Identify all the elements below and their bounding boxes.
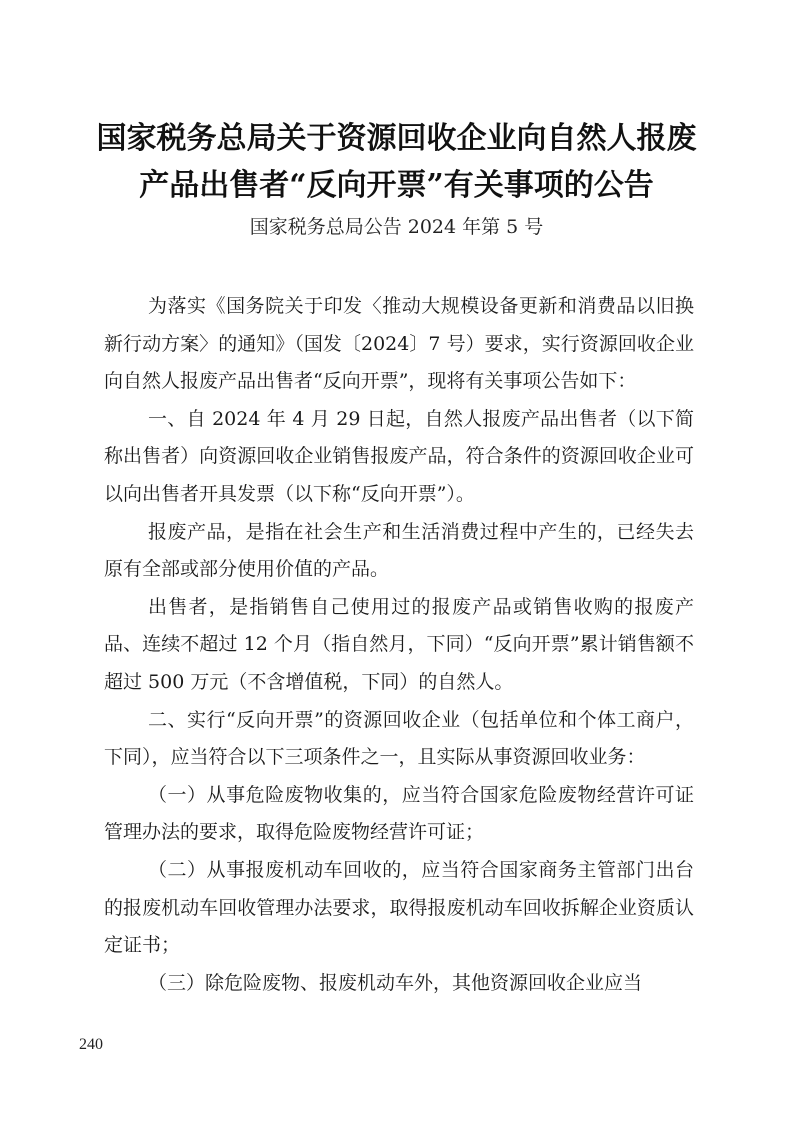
paragraph-condition-1: （一）从事危险废物收集的，应当符合国家危险废物经营许可证管理办法的要求，取得危险废物经营许可证； xyxy=(104,783,694,844)
paragraph-intro: 为落实《国务院关于印发〈推动大规模设备更新和消费品以旧换新行动方案〉的通知》（国发〔2024〕7 号）要求，实行资源回收企业向自然人报废产品出售者“反向开票”，现将有关事项公告如下： xyxy=(104,295,694,393)
announcement-number: 国家税务总局公告 2024 年第 5 号 xyxy=(249,216,544,238)
document-title-line-1: 国家税务总局关于资源回收企业向自然人报废 xyxy=(96,121,697,156)
document-body xyxy=(104,288,694,1002)
page-number: 240 xyxy=(79,1036,103,1053)
paragraph-condition-3: （三）除危险废物、报废机动车外，其他资源回收企业应当 xyxy=(148,971,643,994)
paragraph-clause-2: 二、实行“反向开票”的资源回收企业（包括单位和个体工商户，下同），应当符合以下三项条件之一，且实际从事资源回收业务： xyxy=(104,708,694,769)
document-title-line-2: 产品出售者“反向开票”有关事项的公告 xyxy=(139,168,654,203)
paragraph-clause-1: 一、自 2024 年 4 月 29 日起，自然人报废产品出售者（以下简称出售者）向资源回收企业销售报废产品，符合条件的资源回收企业可以向出售者开具发票（以下称“反向开票”）。 xyxy=(104,407,694,505)
paragraph-condition-2: （二）从事报废机动车回收的，应当符合国家商务主管部门出台的报废机动车回收管理办法要求，取得报废机动车回收拆解企业资质认定证书； xyxy=(104,858,694,957)
paragraph-seller-definition: 出售者，是指销售自己使用过的报废产品或销售收购的报废产品、连续不超过 12 个月（指自然月，下同）“反向开票”累计销售额不超过 500 万元（不含增值税，下同）的自然人。 xyxy=(104,595,694,693)
paragraph-scrap-definition: 报废产品，是指在社会生产和生活消费过程中产生的，已经失去原有全部或部分使用价值的产品。 xyxy=(104,520,694,581)
